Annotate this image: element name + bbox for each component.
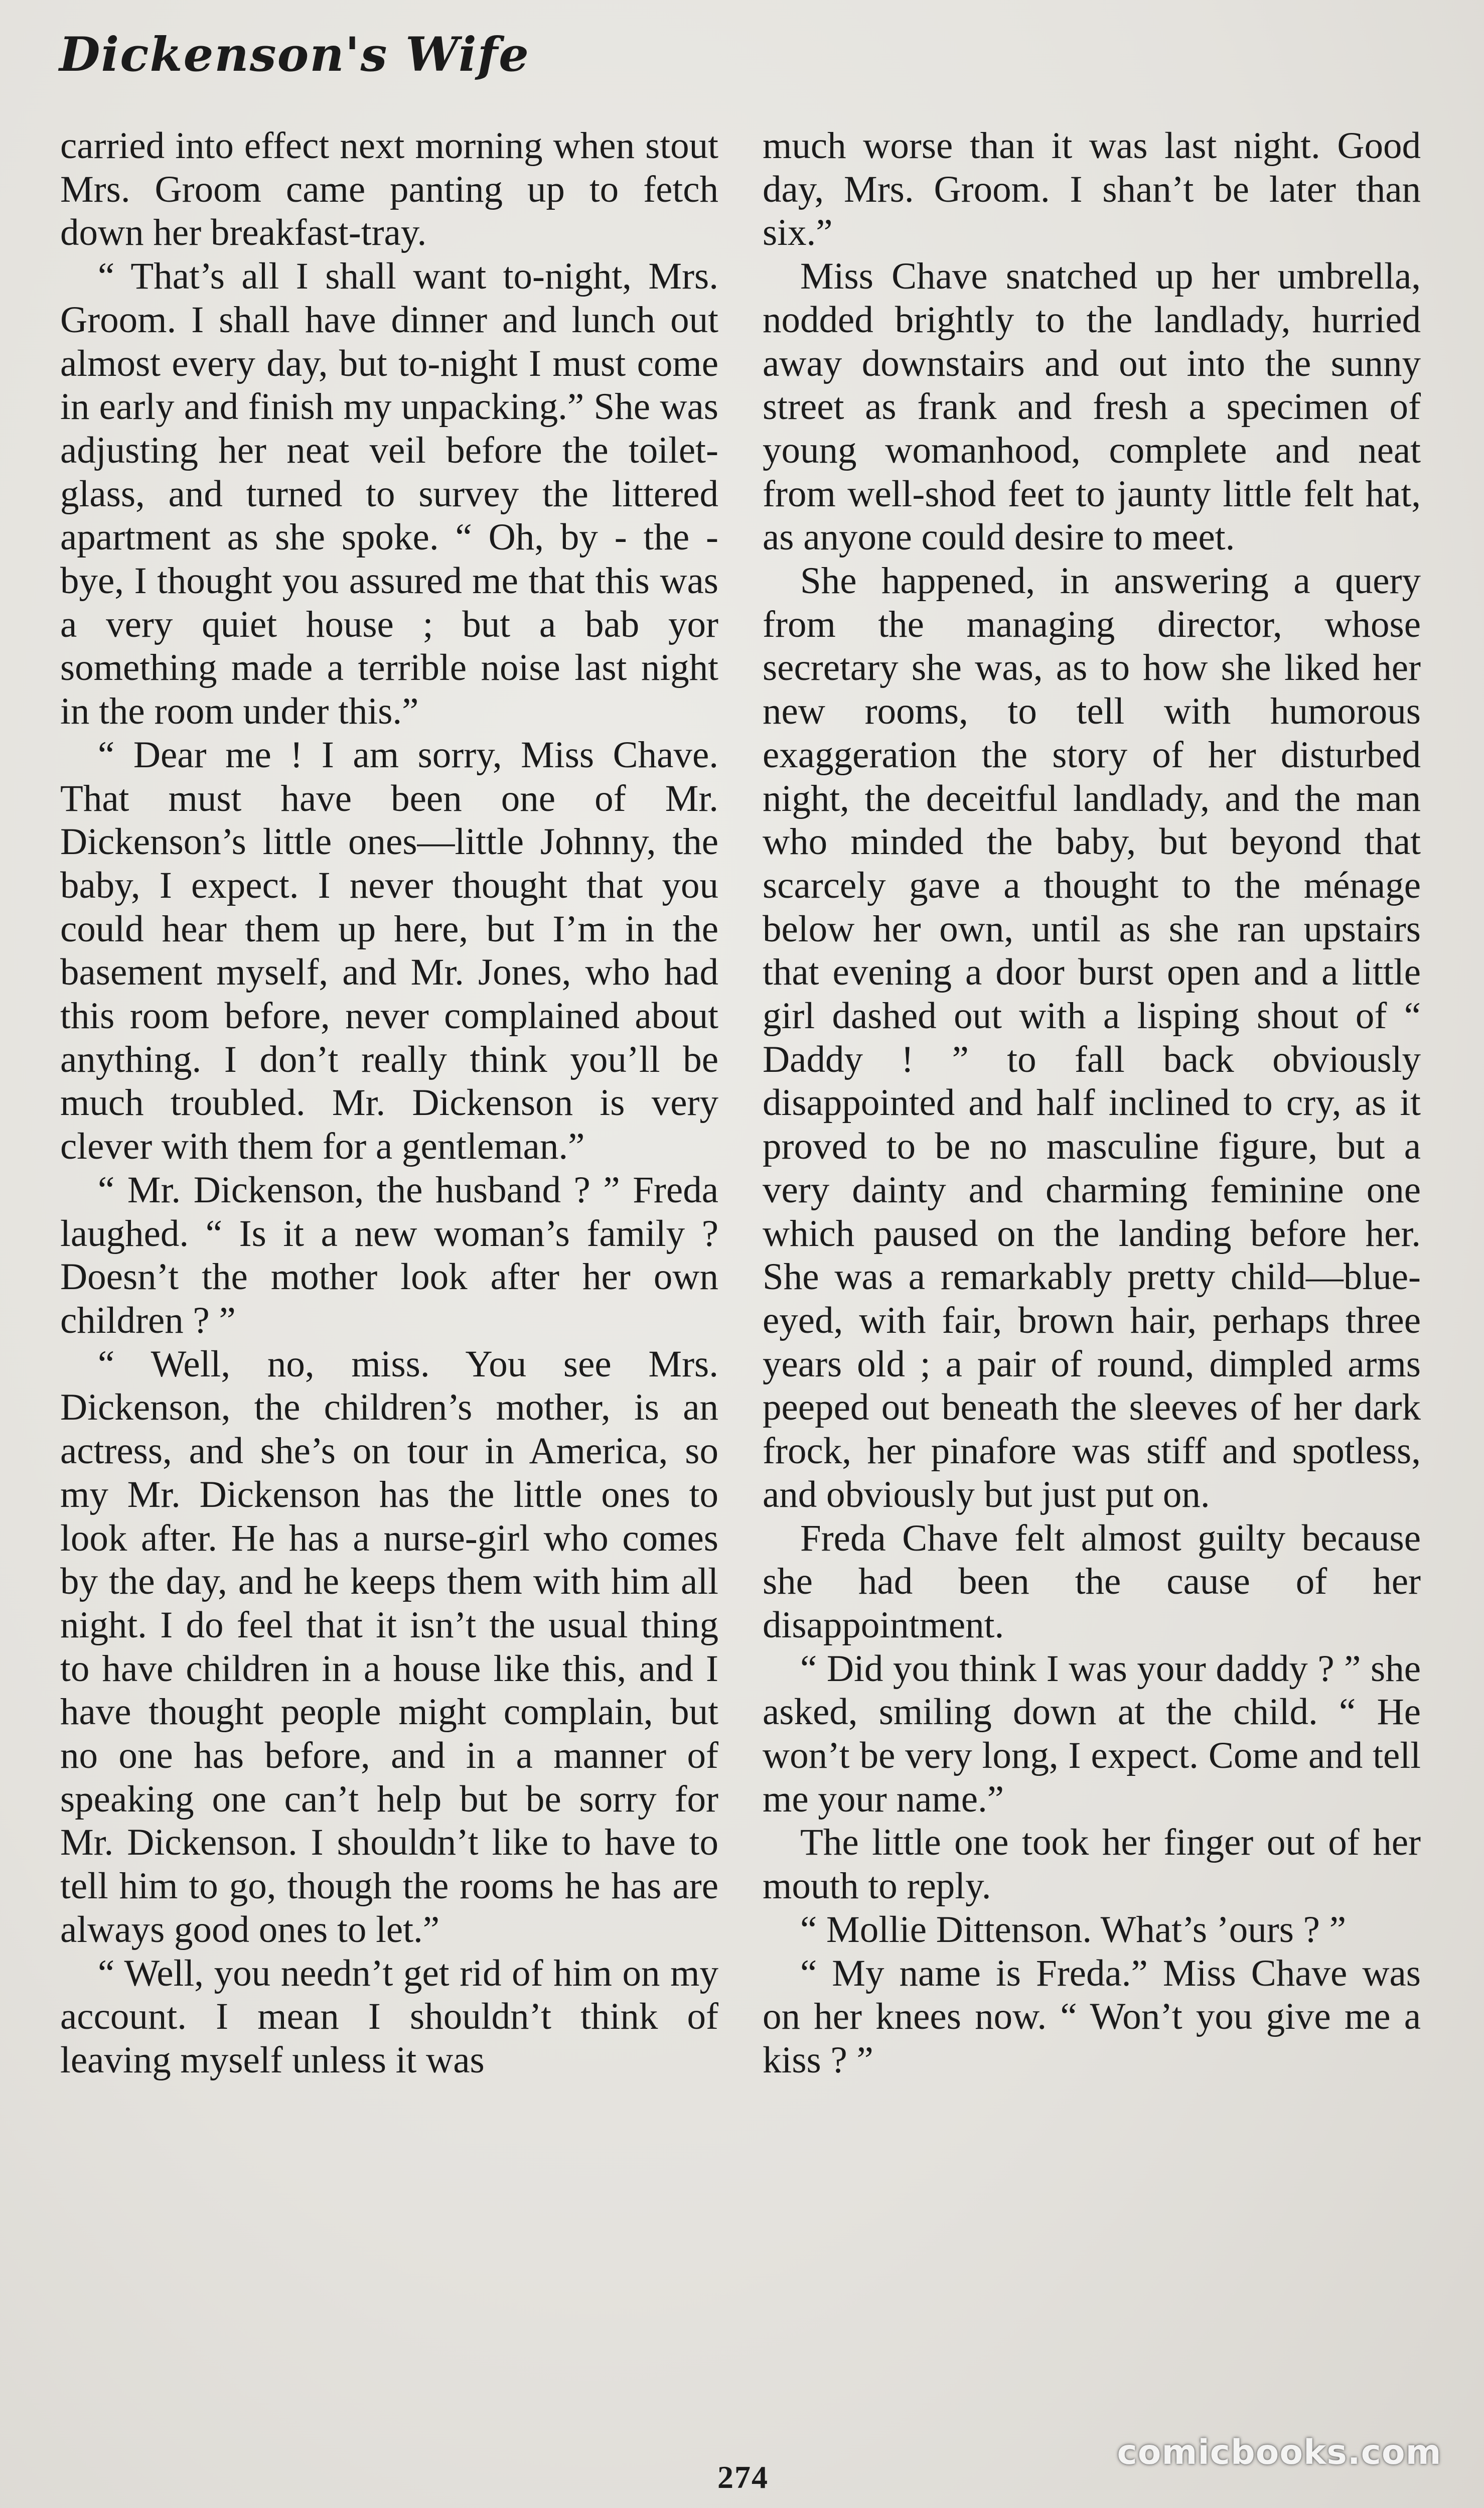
paragraph: Freda Chave felt almost guilty because she had been the cause of her disappointment.	[763, 1517, 1421, 1646]
left-column	[60, 124, 718, 2082]
right-column	[763, 124, 1421, 2082]
paragraph: “ Mr. Dickenson, the husband ? ” Freda laughed. “ Is it a new woman’s family ? Doesn’t the mother look after her own children ? ”	[60, 1169, 718, 1341]
paragraph: She happened, in answering a query from the managing director, whose secretary she was, as to how she liked her new rooms, to tell with humorous exaggeration the story of her disturbed night, the deceitful landlady, and the man who minded the baby, but beyond that scarcely gave a thought to the ménage below her own, until as she ran upstairs that evening a door burst open and a little girl dashed out with a lisping shout of “ Daddy ! ” to fall back obviously disappointed and half inclined to cry, as it proved to be no masculine figure, but a very dainty and charming feminine one which paused on the landing before her. She was a remarkably pretty child—blue-eyed, with fair, brown hair, perhaps three years old ; a pair of round, dimpled arms peeped out beneath the sleeves of her dark frock, her pinafore was stiff and spotless, and obviously but just put on.	[763, 560, 1421, 1515]
paragraph: “ Well, no, miss. You see Mrs. Dickenson, the children’s mother, is an actress, and she’s on tour in America, so my Mr. Dickenson has the little ones to look after. He has a nurse-girl who comes by the day, and he keeps them with him all night. I do feel that it isn’t the usual thing to have children in a house like this, and I have thought people might complain, but no one has before, and in a manner of speaking one can’t help but be sorry for Mr. Dickenson. I shouldn’t like to have to tell him to go, though the rooms he has are always good ones to let.”	[60, 1343, 718, 1950]
page-number: 274	[717, 2459, 769, 2495]
paragraph: The little one took her finger out of her mouth to reply.	[763, 1822, 1421, 1907]
paragraph: carried into effect next morning when stout Mrs. Groom came panting up to fetch down her breakfast-tray.	[60, 125, 718, 254]
paragraph: “ Mollie Dittenson. What’s ’ours ? ”	[800, 1908, 1346, 1950]
article-title: Dickenson's Wife	[59, 27, 530, 82]
paragraph: “ Well, you needn’t get rid of him on my account. I mean I shouldn’t think of leaving myself unless it was	[60, 1952, 718, 2081]
watermark: comicbooks.com	[1117, 2432, 1442, 2472]
paragraph: “ My name is Freda.” Miss Chave was on her knees now. “ Won’t you give me a kiss ? ”	[763, 1952, 1421, 2081]
paragraph: “ Did you think I was your daddy ? ” she asked, smiling down at the child. “ He won’t be very long, I expect. Come and tell me your name.”	[763, 1647, 1421, 1820]
paragraph: “ That’s all I shall want to-night, Mrs. Groom. I shall have dinner and lunch out almost every day, but to-night I must come in early and finish my unpacking.” She was adjusting her neat veil before the toilet-glass, and turned to survey the littered apartment as she spoke. “ Oh, by - the - bye, I thought you assured me that this was a very quiet house ; but a bab yor something made a terrible noise last night in the room under this.”	[60, 255, 718, 733]
paragraph: much worse than it was last night. Good day, Mrs. Groom. I shan’t be later than six.”	[763, 125, 1421, 254]
paragraph: Miss Chave snatched up her umbrella, nodded brightly to the landlady, hurried away downstairs and out into the sunny street as frank and fresh a specimen of young womanhood, complete and neat from well-shod feet to jaunty little felt hat, as anyone could desire to meet.	[763, 255, 1421, 559]
paragraph: “ Dear me ! I am sorry, Miss Chave. That must have been one of Mr. Dickenson’s little ones—little Johnny, the baby, I expect. I never thought that you could hear them up here, but I’m in the basement myself, and Mr. Jones, who had this room before, never complained about anything. I don’t really think you’ll be much troubled. Mr. Dickenson is very clever with them for a gentleman.”	[60, 734, 718, 1168]
